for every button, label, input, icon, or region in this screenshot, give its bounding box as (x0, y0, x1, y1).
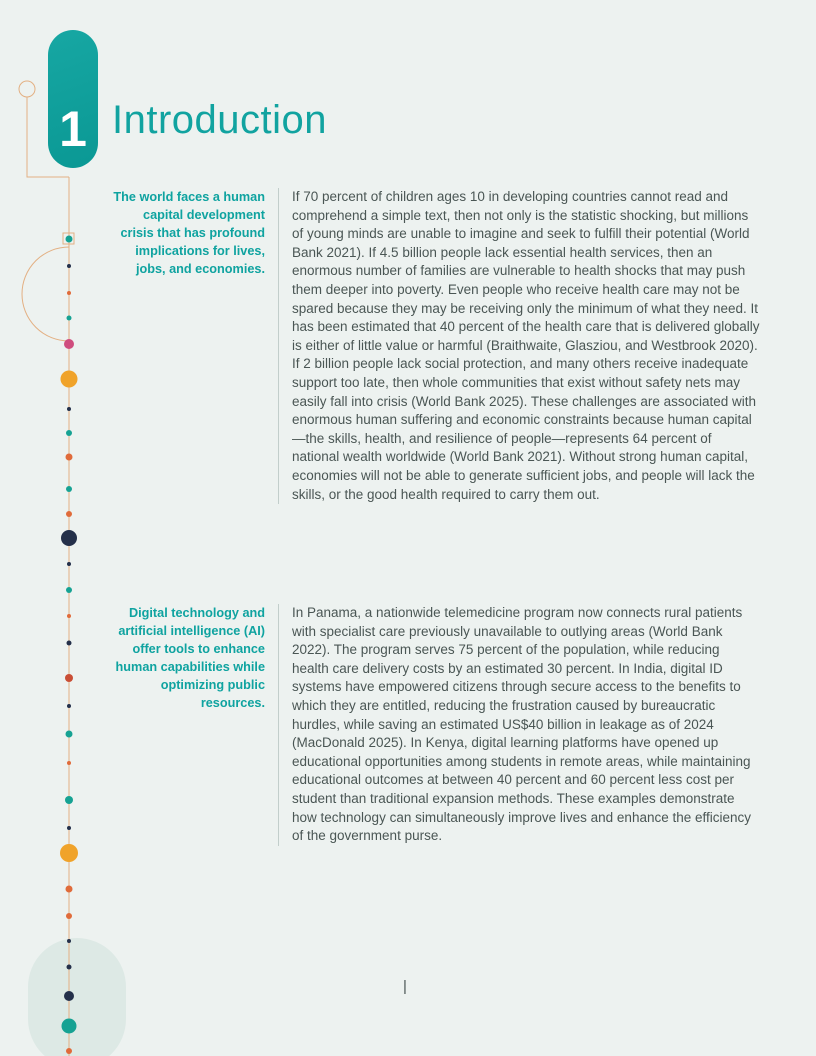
margin-note: The world faces a human capital development crisis that has profound implications for lives, jobs, and economies. (113, 190, 265, 277)
page-title: Introduction (112, 98, 328, 142)
decorative-dots (60, 236, 78, 1055)
chapter-badge (48, 30, 98, 168)
decorative-outline-shapes (19, 81, 74, 1056)
section-human-capital-crisis (112, 188, 760, 504)
decorative-capsule (28, 938, 126, 1056)
section-digital-technology (112, 604, 760, 846)
margin-note: Digital technology and artificial intelligence (AI) offer tools to enhance human capabilities while optimizing public resources. (115, 606, 265, 711)
footer-divider: | (403, 978, 407, 995)
paragraph: If 70 percent of children ages 10 in developing countries cannot read and comprehend a simple text, then not only is the statistic shocking, but millions of young minds are unable to imagine and seek to fulfill their potential (World Bank 2021). If 4.5 billion people lack essential health services, then an enormous number of families are vulnerable to health shocks that may push them deeper into poverty. Even people who receive health care may not be spared because they may be receiving only the minimum of what they need. It has been estimated that 40 percent of the health care that is delivered globally is either of little value or harmful (Braithwaite, Glasziou, and Westbrook 2020). If 2 billion people lack social protection, and many others receive inadequate support too late, then whole communities that exist without safety nets may easily fall into crisis (World Bank 2025). These challenges are associated with enormous human suffering and economic constraints because human capital—the skills, health, and resilience of people—represents 64 percent of national wealth worldwide (World Bank 2021). Without strong human capital, economies will not be able to generate sufficient jobs, and people will lack the skills, or the good health required to carry them out. (292, 189, 760, 502)
paragraph: In Panama, a nationwide telemedicine program now connects rural patients with specialist care previously unavailable to outlying areas (World Bank 2022). The program serves 75 percent of the population, while reducing health care delivery costs by an estimated 30 percent. In India, digital ID systems have empowered citizens through secure access to the benefits to which they are entitled, reducing the frustration caused by bureaucratic hurdles, while saving an estimated US$40 billion in leakage as of 2024 (MacDonald 2025). In Kenya, digital learning platforms have opened up educational opportunities among students in remote areas, while maintaining educational outcomes at between 40 percent and 60 percent less cost per student than traditional expansion methods. These examples demonstrate how technology can simultaneously improve lives and enhance the efficiency of the government purse. (292, 605, 752, 844)
chapter-number: 1 (59, 101, 87, 157)
